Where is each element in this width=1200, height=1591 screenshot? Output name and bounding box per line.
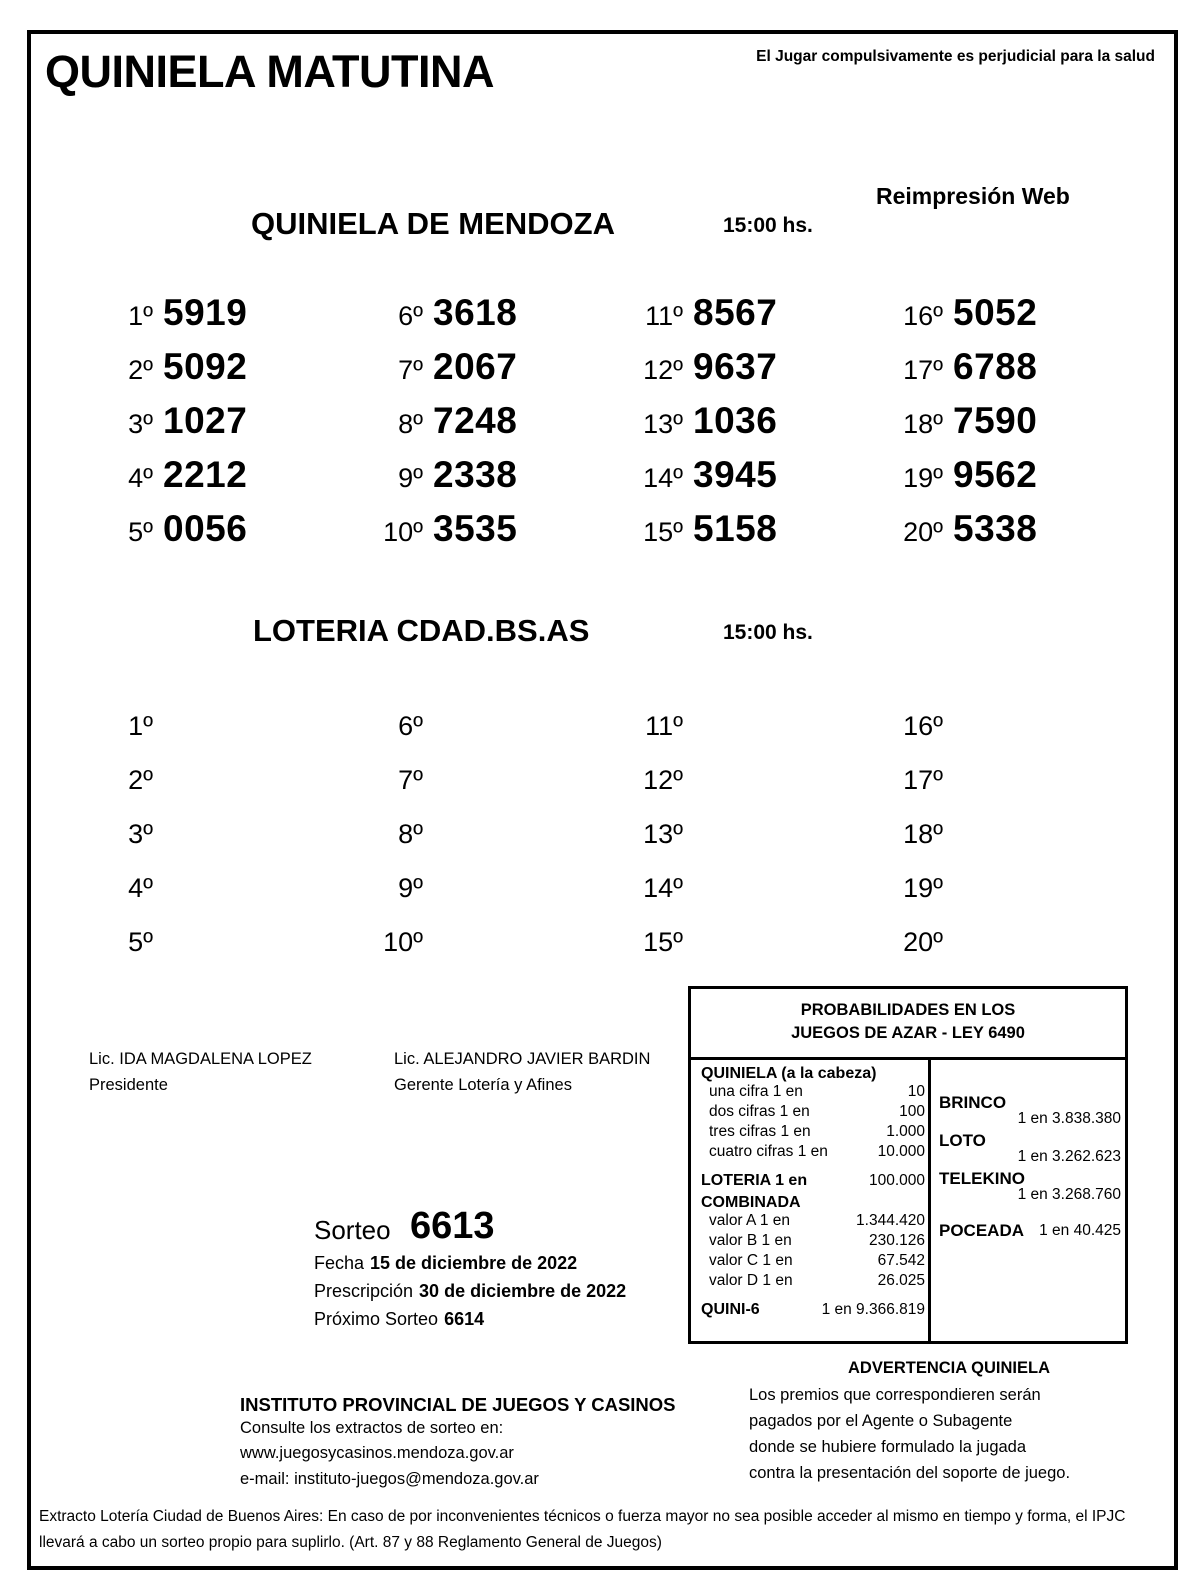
proximo-label: Próximo Sorteo bbox=[314, 1309, 439, 1329]
result-entry bbox=[351, 711, 423, 742]
document-page bbox=[27, 30, 1178, 1570]
odds-value: 10.000 bbox=[877, 1143, 925, 1160]
result-entry bbox=[91, 873, 153, 904]
result-entry bbox=[351, 292, 517, 334]
result-number: 5158 bbox=[693, 508, 778, 549]
result-entry bbox=[91, 819, 153, 850]
footer-disclaimer: Extracto Lotería Ciudad de Buenos Aires: En caso de por inconvenientes técnicos o fuerza mayor no sea posible acceder al mismo en tiempo y forma, el IPJC llevará a cabo un sorteo propio para suplirlo. (Art. 87 y 88 Reglamento General de Juegos) bbox=[39, 1508, 1126, 1551]
result-rank: 1º bbox=[128, 711, 153, 741]
game-odds: 1 en 40.425 bbox=[1039, 1222, 1121, 1239]
advertencia-title: ADVERTENCIA QUINIELA bbox=[848, 1359, 1050, 1377]
result-rank: 8º bbox=[398, 819, 423, 849]
institute-title: INSTITUTO PROVINCIAL DE JUEGOS Y CASINOS bbox=[240, 1394, 676, 1415]
masthead bbox=[45, 42, 1155, 104]
odds-label: cuatro cifras 1 en bbox=[709, 1143, 828, 1160]
odds-label: dos cifras 1 en bbox=[709, 1103, 810, 1120]
result-rank: 18º bbox=[903, 819, 943, 849]
result-entry bbox=[91, 292, 247, 334]
quiniela-group-title: QUINIELA (a la cabeza) bbox=[701, 1065, 877, 1082]
odds-row bbox=[701, 1123, 925, 1143]
sorteo-number: 6613 bbox=[410, 1205, 495, 1247]
probabilities-right-column bbox=[939, 1093, 1121, 1259]
result-rank: 5º bbox=[128, 927, 153, 957]
result-entry bbox=[601, 873, 683, 904]
result-number: 9637 bbox=[693, 346, 778, 387]
result-rank: 16º bbox=[903, 301, 943, 331]
game-odds-item bbox=[939, 1131, 1121, 1169]
result-rank: 12º bbox=[643, 765, 683, 795]
result-entry bbox=[91, 765, 153, 796]
result-number: 5092 bbox=[163, 346, 248, 387]
result-number: 6788 bbox=[953, 346, 1038, 387]
institute-website[interactable]: www.juegosycasinos.mendoza.gov.ar bbox=[240, 1444, 514, 1462]
result-entry bbox=[351, 873, 423, 904]
odds-value: 10 bbox=[907, 1083, 925, 1100]
advertencia-line: Los premios que correspondieren serán bbox=[749, 1386, 1041, 1404]
result-number: 7590 bbox=[953, 400, 1038, 441]
result-rank: 13º bbox=[643, 819, 683, 849]
result-number: 1027 bbox=[163, 400, 248, 441]
quini6-value: 1 en 9.366.819 bbox=[821, 1301, 925, 1318]
result-entry bbox=[861, 873, 943, 904]
odds-label: una cifra 1 en bbox=[709, 1083, 803, 1100]
result-entry bbox=[91, 508, 247, 550]
result-entry bbox=[91, 927, 153, 958]
sorteo-label: Sorteo bbox=[314, 1215, 391, 1245]
draw-section-loteria-caba bbox=[31, 599, 1174, 957]
institute-block bbox=[240, 1394, 720, 1492]
institute-consult-text: Consulte los extractos de sorteo en: bbox=[240, 1419, 504, 1437]
combinada-odds-rows bbox=[701, 1212, 925, 1292]
result-rank: 20º bbox=[903, 517, 943, 547]
result-rank: 20º bbox=[903, 927, 943, 957]
result-entry bbox=[351, 819, 423, 850]
result-rank: 17º bbox=[903, 355, 943, 385]
draw-name: LOTERIA CDAD.BS.AS bbox=[253, 613, 590, 648]
game-name: TELEKINO bbox=[939, 1169, 1025, 1188]
signatory-name: Lic. IDA MAGDALENA LOPEZ bbox=[89, 1050, 312, 1068]
result-rank: 2º bbox=[128, 765, 153, 795]
result-number: 2212 bbox=[163, 454, 248, 495]
result-number: 5919 bbox=[163, 292, 248, 333]
institute-email[interactable]: e-mail: instituto-juegos@mendoza.gov.ar bbox=[240, 1470, 539, 1488]
result-number: 9562 bbox=[953, 454, 1038, 495]
odds-row bbox=[701, 1083, 925, 1103]
result-number: 7248 bbox=[433, 400, 518, 441]
result-number: 2067 bbox=[433, 346, 518, 387]
result-entry bbox=[861, 765, 943, 796]
result-rank: 15º bbox=[643, 517, 683, 547]
result-rank: 2º bbox=[128, 355, 153, 385]
probabilities-left-column bbox=[701, 1065, 925, 1323]
result-rank: 19º bbox=[903, 463, 943, 493]
quini6-label: QUINI-6 bbox=[701, 1301, 760, 1318]
result-rank: 19º bbox=[903, 873, 943, 903]
probabilities-title-line1: PROBABILIDADES EN LOS bbox=[800, 1001, 1016, 1019]
result-entry bbox=[861, 400, 1037, 442]
odds-row bbox=[701, 1143, 925, 1163]
result-entry bbox=[601, 765, 683, 796]
result-entry bbox=[601, 292, 777, 334]
result-entry bbox=[351, 400, 517, 442]
result-entry bbox=[91, 400, 247, 442]
result-rank: 17º bbox=[903, 765, 943, 795]
result-rank: 4º bbox=[128, 463, 153, 493]
result-rank: 6º bbox=[398, 711, 423, 741]
odds-row bbox=[701, 1103, 925, 1123]
sorteo-proximo-row bbox=[314, 1309, 714, 1337]
draw-header bbox=[31, 599, 1174, 655]
proximo-value: 6614 bbox=[444, 1309, 485, 1329]
combinada-group-title: COMBINADA bbox=[701, 1194, 801, 1211]
game-odds: 1 en 3.262.623 bbox=[1017, 1148, 1121, 1165]
game-odds: 1 en 3.268.760 bbox=[1017, 1186, 1121, 1203]
odds-label: valor A 1 en bbox=[709, 1212, 791, 1229]
result-rank: 1º bbox=[128, 301, 153, 331]
page-title: QUINIELA MATUTINA bbox=[45, 46, 494, 97]
game-name: BRINCO bbox=[939, 1093, 1007, 1112]
odds-value: 26.025 bbox=[877, 1272, 925, 1289]
probabilities-title-line2: JUEGOS DE AZAR - LEY 6490 bbox=[791, 1024, 1025, 1042]
sorteo-fecha-row bbox=[314, 1253, 714, 1281]
result-rank: 6º bbox=[398, 301, 423, 331]
result-rank: 9º bbox=[398, 873, 423, 903]
spacer bbox=[701, 1163, 925, 1172]
odds-row bbox=[701, 1212, 925, 1232]
fecha-value: 15 de diciembre de 2022 bbox=[370, 1253, 578, 1273]
result-number: 5338 bbox=[953, 508, 1038, 549]
result-number: 8567 bbox=[693, 292, 778, 333]
panel-divider-horizontal bbox=[691, 1057, 1125, 1060]
draw-time: 15:00 hs. bbox=[723, 214, 813, 237]
gambling-warning-banner: El Jugar compulsivamente es perjudicial para la salud bbox=[756, 48, 1155, 65]
result-entry bbox=[861, 711, 943, 742]
draw-time: 15:00 hs. bbox=[723, 621, 813, 644]
result-rank: 3º bbox=[128, 409, 153, 439]
signatory-manager bbox=[394, 1046, 650, 1098]
game-odds-item bbox=[939, 1093, 1121, 1131]
result-entry bbox=[601, 819, 683, 850]
loteria-label: LOTERIA 1 en bbox=[701, 1172, 808, 1189]
result-entry bbox=[861, 346, 1037, 388]
result-entry bbox=[351, 346, 517, 388]
result-rank: 9º bbox=[398, 463, 423, 493]
results-grid bbox=[31, 292, 1174, 562]
advertencia-block bbox=[749, 1359, 1149, 1486]
result-number: 3618 bbox=[433, 292, 518, 333]
result-rank: 12º bbox=[643, 355, 683, 385]
sorteo-info bbox=[314, 1205, 714, 1337]
prescripcion-value: 30 de diciembre de 2022 bbox=[419, 1281, 627, 1301]
probabilities-panel bbox=[688, 986, 1128, 1344]
result-rank: 7º bbox=[398, 355, 423, 385]
result-rank: 7º bbox=[398, 765, 423, 795]
result-rank: 5º bbox=[128, 517, 153, 547]
odds-row bbox=[701, 1272, 925, 1292]
result-entry bbox=[601, 454, 777, 496]
result-rank: 13º bbox=[643, 409, 683, 439]
odds-row bbox=[701, 1232, 925, 1252]
result-number: 0056 bbox=[163, 508, 248, 549]
result-rank: 14º bbox=[643, 873, 683, 903]
result-number: 2338 bbox=[433, 454, 518, 495]
result-entry bbox=[601, 927, 683, 958]
result-number: 3945 bbox=[693, 454, 778, 495]
result-rank: 14º bbox=[643, 463, 683, 493]
game-odds: 1 en 3.838.380 bbox=[1017, 1110, 1121, 1127]
result-entry bbox=[91, 454, 247, 496]
quini6-odds-row bbox=[701, 1301, 925, 1323]
signatory-role: Gerente Lotería y Afines bbox=[394, 1076, 572, 1094]
result-entry bbox=[601, 508, 777, 550]
results-grid bbox=[31, 711, 1174, 981]
advertencia-text bbox=[749, 1382, 1149, 1486]
result-entry bbox=[861, 454, 1037, 496]
result-rank: 16º bbox=[903, 711, 943, 741]
result-rank: 10º bbox=[383, 927, 423, 957]
result-number: 5052 bbox=[953, 292, 1038, 333]
result-rank: 15º bbox=[643, 927, 683, 957]
signatory-president bbox=[89, 1046, 312, 1098]
loteria-odds-row bbox=[701, 1172, 925, 1194]
odds-label: valor B 1 en bbox=[709, 1232, 792, 1249]
signatory-name: Lic. ALEJANDRO JAVIER BARDIN bbox=[394, 1050, 651, 1068]
advertencia-line: donde se hubiere formulado la jugada bbox=[749, 1438, 1027, 1456]
result-entry bbox=[351, 927, 423, 958]
result-entry bbox=[91, 346, 247, 388]
result-rank: 11º bbox=[645, 711, 683, 741]
result-rank: 3º bbox=[128, 819, 153, 849]
odds-label: valor D 1 en bbox=[709, 1272, 793, 1289]
draw-name: QUINIELA DE MENDOZA bbox=[251, 206, 615, 241]
odds-value: 230.126 bbox=[868, 1232, 925, 1249]
odds-value: 1.344.420 bbox=[856, 1212, 925, 1229]
result-entry bbox=[351, 765, 423, 796]
result-entry bbox=[861, 819, 943, 850]
probabilities-title bbox=[691, 999, 1125, 1045]
sorteo-number-row bbox=[314, 1205, 714, 1253]
result-entry bbox=[91, 711, 153, 742]
spacer bbox=[701, 1292, 925, 1301]
prescripcion-label: Prescripción bbox=[314, 1281, 414, 1301]
advertencia-line: pagados por el Agente o Subagente bbox=[749, 1412, 1013, 1430]
reprint-label: Reimpresión Web bbox=[876, 183, 1070, 209]
result-rank: 10º bbox=[383, 517, 423, 547]
result-entry bbox=[861, 508, 1037, 550]
result-entry bbox=[601, 400, 777, 442]
result-rank: 18º bbox=[903, 409, 943, 439]
result-entry bbox=[861, 292, 1037, 334]
panel-divider-vertical bbox=[928, 1057, 931, 1344]
signatory-role: Presidente bbox=[89, 1076, 168, 1094]
sorteo-prescripcion-row bbox=[314, 1281, 714, 1309]
result-entry bbox=[351, 508, 517, 550]
result-number: 3535 bbox=[433, 508, 518, 549]
advertencia-line: contra la presentación del soporte de juego. bbox=[749, 1464, 1071, 1482]
odds-row bbox=[701, 1252, 925, 1272]
odds-value: 1.000 bbox=[886, 1123, 925, 1140]
game-name: LOTO bbox=[939, 1131, 986, 1150]
result-entry bbox=[861, 927, 943, 958]
result-entry bbox=[351, 454, 517, 496]
result-entry bbox=[601, 711, 683, 742]
odds-label: valor C 1 en bbox=[709, 1252, 793, 1269]
result-number: 1036 bbox=[693, 400, 778, 441]
game-odds-item bbox=[939, 1169, 1121, 1207]
draw-section-quiniela-mendoza bbox=[31, 183, 1174, 549]
odds-value: 100 bbox=[899, 1103, 925, 1120]
draw-header bbox=[31, 184, 1174, 240]
game-odds-item bbox=[939, 1221, 1121, 1259]
result-entry bbox=[601, 346, 777, 388]
loteria-value: 100.000 bbox=[868, 1172, 925, 1189]
result-rank: 11º bbox=[645, 301, 683, 331]
odds-value: 67.542 bbox=[877, 1252, 925, 1269]
fecha-label: Fecha bbox=[314, 1253, 365, 1273]
result-rank: 4º bbox=[128, 873, 153, 903]
quiniela-odds-rows bbox=[701, 1083, 925, 1163]
result-rank: 8º bbox=[398, 409, 423, 439]
odds-label: tres cifras 1 en bbox=[709, 1123, 811, 1140]
game-name: POCEADA bbox=[939, 1221, 1025, 1240]
